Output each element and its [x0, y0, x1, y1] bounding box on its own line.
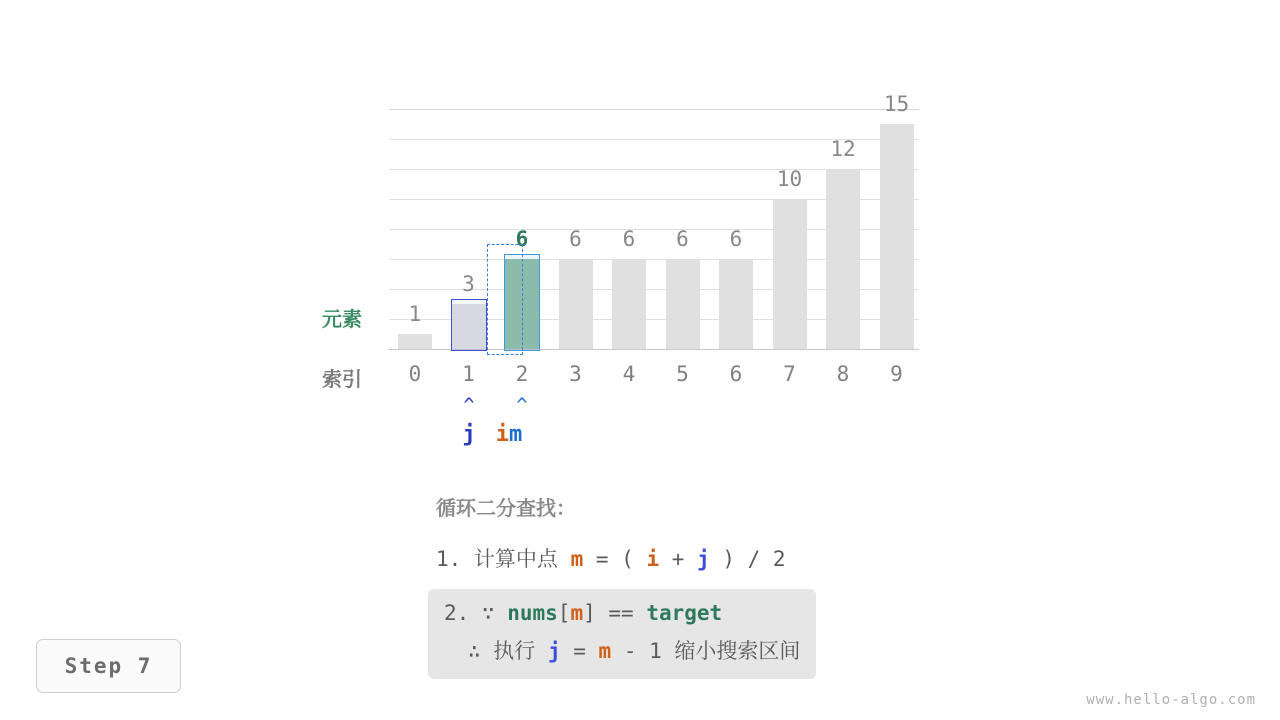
bar-value-label-4: 6 [622, 227, 636, 251]
caption-line3-mid: = [560, 639, 599, 663]
bar-value-label-6: 6 [729, 227, 743, 251]
caption-line1-mid: = ( [583, 547, 647, 571]
caption-line3-minus: - 1 [611, 639, 675, 663]
bar-6 [719, 259, 753, 349]
caption-line1-m: m [570, 547, 584, 571]
caption-line2-prefix: 2. ∵ [444, 601, 508, 625]
bar-7 [773, 199, 807, 349]
bar-value-label-3: 6 [569, 227, 582, 251]
caption-line2-eq: == [595, 601, 647, 625]
bar-8 [826, 169, 860, 349]
bar-value-label-5: 6 [676, 227, 689, 251]
caption-highlight-box [428, 589, 816, 679]
caption-line-2 [444, 601, 800, 625]
caption-line3-suffix: 缩小搜索区间 [674, 639, 801, 663]
axis-title-index: 索引 [322, 367, 362, 391]
caption-line-1 [436, 543, 898, 573]
search-interval-box [487, 244, 523, 355]
caption-line3-prefix: ∴ 执行 [468, 639, 548, 663]
bar-value-label-8: 12 [830, 137, 856, 161]
caption-line2-m: m [570, 601, 584, 625]
bar-3 [559, 259, 593, 349]
caption-line-3 [468, 635, 800, 665]
index-axis-labels [389, 362, 919, 390]
bar-0 [398, 334, 432, 349]
bar-4 [612, 259, 646, 349]
index-label-0: 0 [408, 362, 422, 386]
caption-line1-i: i [646, 547, 660, 571]
bar-value-label-7: 10 [776, 167, 803, 191]
bar-5 [666, 259, 700, 349]
caret-j-icon: ^ [463, 394, 475, 416]
caption-block [428, 492, 898, 679]
index-label-8: 8 [836, 362, 850, 386]
index-label-1: 1 [462, 362, 475, 386]
bar-9 [880, 124, 914, 349]
caption-title: 循环二分查找： [436, 496, 576, 520]
caption-line1-prefix: 1. 计算中点 [436, 547, 571, 571]
caption-line3-m: m [598, 639, 612, 663]
selection-box-j [451, 299, 487, 351]
caption-line2-bracket-open: [ [557, 601, 571, 625]
caption-line2-target: target [646, 601, 723, 625]
index-label-9: 9 [890, 362, 903, 386]
index-label-7: 7 [783, 362, 796, 386]
caption-line1-plus: + [659, 547, 698, 571]
bar-value-label-1: 3 [462, 272, 475, 296]
caption-line2-nums: nums [507, 601, 558, 625]
caption-line2-bracket-close: ] [583, 601, 596, 625]
pointer-label-m: m [509, 422, 523, 447]
index-label-5: 5 [676, 362, 689, 386]
pointer-label-i: i [495, 422, 509, 447]
pointer-label-j: j [462, 422, 476, 447]
index-label-6: 6 [729, 362, 743, 386]
caption-line3-j: j [547, 639, 561, 663]
caption-line1-suffix: ) / 2 [709, 547, 786, 571]
chart-gridline [389, 109, 919, 110]
caption-line1-j: j [697, 547, 710, 571]
bar-value-label-0: 1 [408, 302, 422, 326]
bar-value-label-9: 15 [883, 92, 910, 116]
axis-title-element: 元素 [322, 307, 362, 331]
step-badge: Step 7 [36, 639, 181, 693]
index-label-3: 3 [569, 362, 582, 386]
watermark: www.hello-algo.com [1086, 692, 1256, 708]
caret-m-icon: ^ [516, 394, 528, 416]
bar-value-label-2: 6 [515, 227, 529, 251]
index-label-2: 2 [515, 362, 529, 386]
index-label-4: 4 [622, 362, 636, 386]
bar-chart [389, 88, 919, 350]
